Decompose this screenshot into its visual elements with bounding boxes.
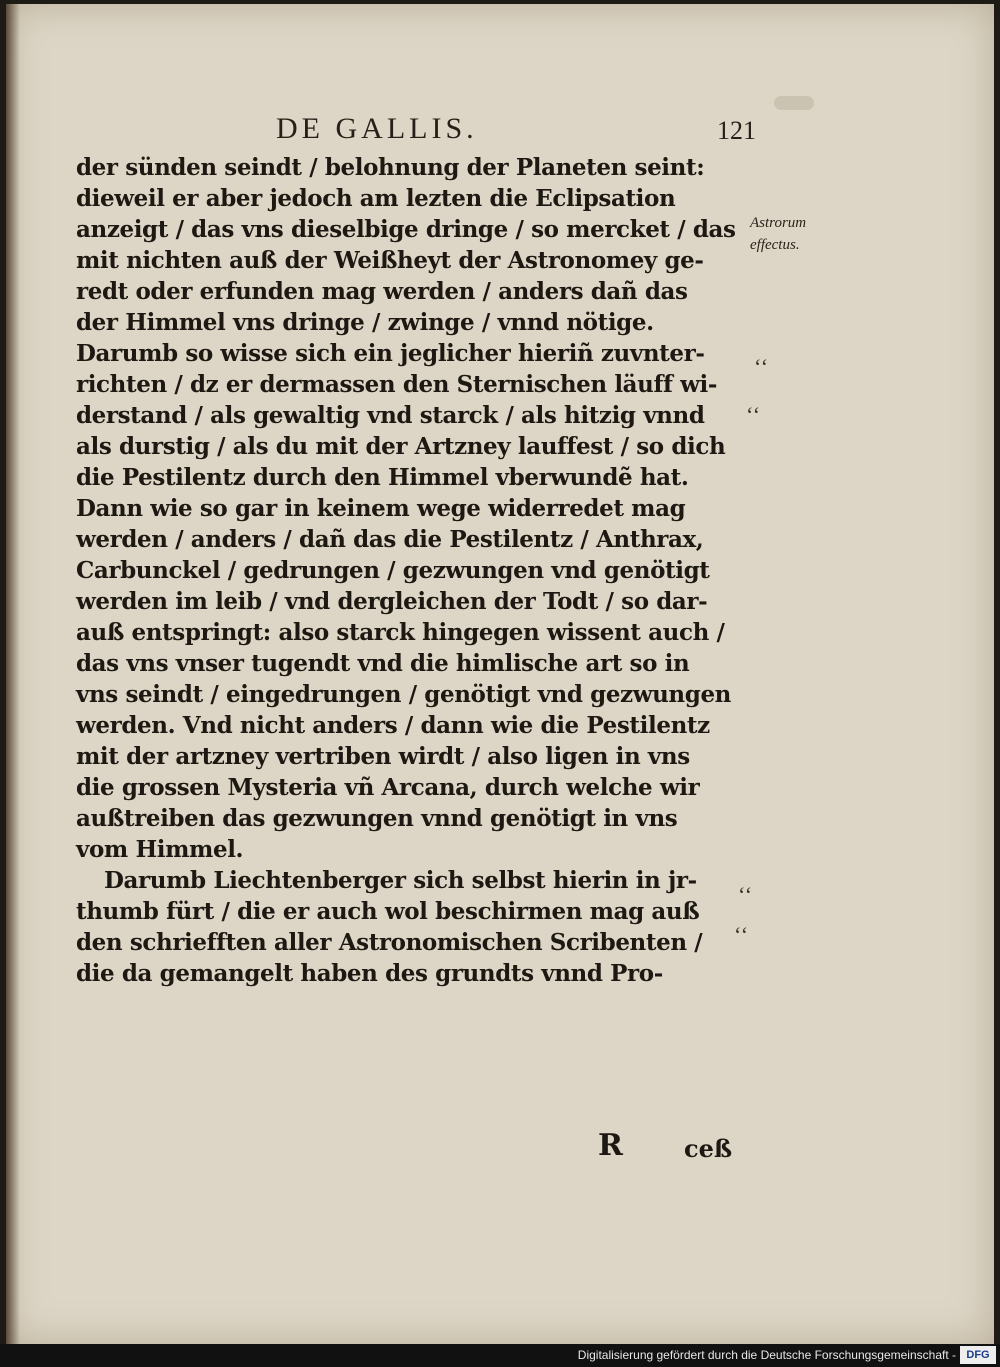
page-header bbox=[276, 112, 756, 148]
text-line: außtreiben das gezwungen vnnd genötigt in vns bbox=[76, 805, 678, 832]
text-line: mit der artzney vertriben wirdt / also ligen in vns bbox=[76, 743, 690, 770]
footer-bar bbox=[0, 1344, 1000, 1367]
text-line: mit nichten auß der Weißheyt der Astronomey ge- bbox=[76, 247, 704, 274]
text-line: Darumb so wisse sich ein jeglicher hieriñ zuvnter- bbox=[76, 340, 705, 367]
quote-mark: ‘‘ bbox=[754, 354, 770, 379]
text-line: redt oder erfunden mag werden / anders dañ das bbox=[76, 278, 688, 305]
book-page bbox=[6, 4, 994, 1344]
signature-mark: R bbox=[598, 1128, 623, 1163]
text-line: das vns vnser tugendt vnd die himlische art so in bbox=[76, 650, 690, 677]
text-line: vns seindt / eingedrungen / genötigt vnd gezwungen bbox=[76, 681, 731, 708]
text-line: die grossen Mysteria vñ Arcana, durch welche wir bbox=[76, 774, 700, 801]
text-line: der sünden seindt / belohnung der Planeten seint: bbox=[76, 154, 705, 181]
text-line: werden im leib / vnd dergleichen der Todt / so dar- bbox=[76, 588, 708, 615]
body-text bbox=[76, 152, 756, 989]
text-line: die da gemangelt haben des grundts vnnd Pro- bbox=[76, 960, 663, 987]
ink-smudge bbox=[774, 96, 814, 110]
footer-credit: Digitalisierung gefördert durch die Deutsche Forschungsgemeinschaft - bbox=[577, 1348, 956, 1362]
text-line: dieweil er aber jedoch am lezten die Eclipsation bbox=[76, 185, 676, 212]
text-line: als durstig / als du mit der Artzney lauffest / so dich bbox=[76, 433, 726, 460]
margin-note-line: effectus. bbox=[750, 237, 800, 253]
text-line: anzeigt / das vns dieselbige dringe / so mercket / das bbox=[76, 216, 736, 243]
quote-mark: ‘‘ bbox=[746, 402, 762, 427]
text-line: werden / anders / dañ das die Pestilentz / Anthrax, bbox=[76, 526, 704, 553]
text-line: den schriefften aller Astronomischen Scribenten / bbox=[76, 929, 703, 956]
text-line: der Himmel vns dringe / zwinge / vnnd nötige. bbox=[76, 309, 654, 336]
margin-note-line: Astrorum bbox=[750, 215, 807, 231]
text-line: thumb fürt / die er auch wol beschirmen mag auß bbox=[76, 898, 700, 925]
text-line: Dann wie so gar in keinem wege widerredet mag bbox=[76, 495, 686, 522]
text-line: richten / dz er dermassen den Sternischen läuff wi- bbox=[76, 371, 717, 398]
running-head: DE GALLIS. bbox=[276, 112, 478, 145]
text-line: Carbunckel / gedrungen / gezwungen vnd genötigt bbox=[76, 557, 710, 584]
text-line: derstand / als gewaltig vnd starck / als hitzig vnnd bbox=[76, 402, 705, 429]
quote-mark: ‘‘ bbox=[734, 922, 750, 947]
dfg-logo: DFG bbox=[960, 1346, 996, 1364]
page-number: 121 bbox=[717, 116, 756, 145]
text-line: vom Himmel. bbox=[76, 836, 244, 863]
quote-mark: ‘‘ bbox=[738, 882, 754, 907]
text-line: werden. Vnd nicht anders / dann wie die Pestilentz bbox=[76, 712, 710, 739]
text-line: auß entspringt: also starck hingegen wissent auch / bbox=[76, 619, 725, 646]
catchword: ceß bbox=[684, 1134, 733, 1163]
text-line: Darumb Liechtenberger sich selbst hierin in jr- bbox=[104, 867, 697, 894]
text-line: die Pestilentz durch den Himmel vberwundẽ hat. bbox=[76, 464, 689, 491]
margin-note bbox=[750, 212, 840, 256]
